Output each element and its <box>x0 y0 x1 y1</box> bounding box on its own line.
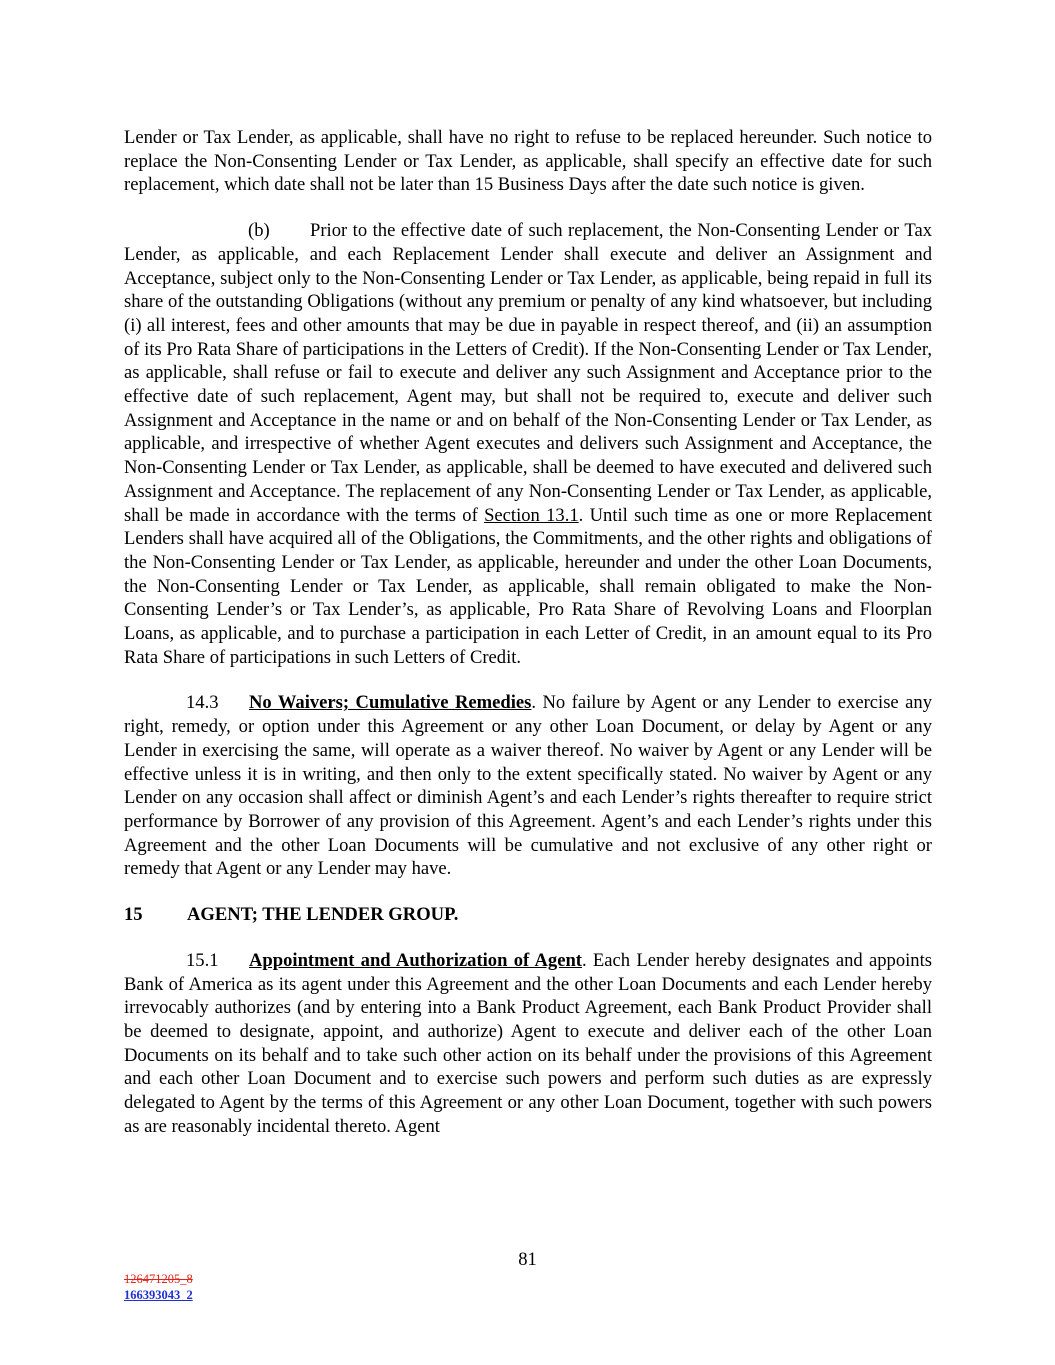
paragraph-b-text: Prior to the effective date of such replacement, the Non-Consenting Lender or Tax Lender, as applicable, and each Replacement Lender shall execute and deliver an Assignment and Acceptance, subject only to the Non-Consenting Lender or Tax Lender, as applicable, being repaid in full its share of the outstanding Obligations (without any premium or penalty of any kind whatsoever, but including (i) all interest, fees and other amounts that may be due in payable in respect thereof, and (ii) an assumption of its Pro Rata Share of participations in the Letters of Credit). If the Non-Consenting Lender or Tax Lender, as applicable, shall refuse or fail to execute and deliver any such Assignment and Acceptance prior to the effective date of such replacement, Agent may, but shall not be required to, execute and deliver such Assignment and Acceptance in the name or and on behalf of the Non-Consenting Lender or Tax Lender, as applicable, and irrespective of whether Agent executes and delivers such Assignment and Acceptance, the Non-Consenting Lender or Tax Lender, as applicable, shall be deemed to have executed and delivered such Assignment and Acceptance. The replacement of any Non-Consenting Lender or Tax Lender, as applicable, shall be made in accordance with the terms of <box>124 220 932 526</box>
section-13-1-reference-link[interactable]: Section 13.1 <box>484 504 579 526</box>
paragraph-continuation: Lender or Tax Lender, as applicable, shall have no right to refuse to be replaced hereunder. Such notice to replace the Non-Consenting Lender or Tax Lender, as applicable, shall specify an effective date for such replacement, which date shall not be later than 15 Business Days after the date such notice is given. <box>124 127 932 196</box>
article-15-number: 15 <box>124 904 143 926</box>
clause-label-b: (b) <box>248 220 270 242</box>
section-14-3-text: . No failure by Agent or any Lender to exercise any right, remedy, or option under this Agreement or any other Loan Document, or delay by Agent or any Lender in exercising the same, will operate as a waiver thereof. No waiver by Agent or any Lender will be effective unless it is in writing, and then only to the extent specifically stated. No waiver by Agent or any Lender on any occasion shall affect or diminish Agent’s and each Lender’s rights thereafter to require strict performance by Borrower of any provision of this Agreement. Agent’s and each Lender’s rights under this Agreement and the other Loan Documents will be cumulative and not exclusive of any other right or remedy that Agent or any Lender may have. <box>124 692 932 880</box>
section-15-1-number: 15.1 <box>186 949 219 971</box>
page-number: 81 <box>518 1249 537 1270</box>
section-14-3-heading: No Waivers; Cumulative Remedies <box>249 692 532 714</box>
doc-id-deleted: 126471205_8 <box>124 1272 193 1286</box>
section-15-1 <box>124 949 932 1139</box>
section-15-1-text: . Each Lender hereby designates and appoints Bank of America as its agent under this Agreement and the other Loan Documents and each Lender hereby irrevocably authorizes (and by entering into a Bank Product Agreement, each Bank Product Provider shall be deemed to designate, appoint, and authorize) Agent to execute and deliver each of the other Loan Documents on its behalf and to take such other action on its behalf under the provisions of this Agreement and each other Loan Document and to exercise such powers and perform such duties as are expressly delegated to Agent by the terms of this Agreement or any other Loan Document, together with such powers as are reasonably incidental thereto. Agent <box>124 949 932 1137</box>
article-15-title: AGENT; THE LENDER GROUP. <box>187 904 459 926</box>
section-14-3 <box>124 691 932 881</box>
article-15-heading <box>124 903 932 927</box>
section-15-1-heading: Appointment and Authorization of Agent <box>249 949 582 971</box>
paragraph-b-text-continued: . Until such time as one or more Replacement Lenders shall have acquired all of the Obligations, the Commitments, and the other rights and obligations of the Non-Consenting Lender or Tax Lender, as applicable, hereunder and under the other Loan Documents, the Non-Consenting Lender or Tax Lender, as applicable, shall remain obligated to make the Non-Consenting Lender’s or Tax Lender’s, as applicable, Pro Rata Share of Revolving Loans and Floorplan Loans, as applicable, and to purchase a participation in each Letter of Credit, in an amount equal to its Pro Rata Share of participations in such Letters of Credit. <box>124 504 932 668</box>
section-14-3-number: 14.3 <box>186 692 219 714</box>
doc-id-inserted: 166393043_2 <box>124 1288 193 1302</box>
paragraph-b <box>124 219 932 669</box>
document-body <box>124 126 932 1138</box>
